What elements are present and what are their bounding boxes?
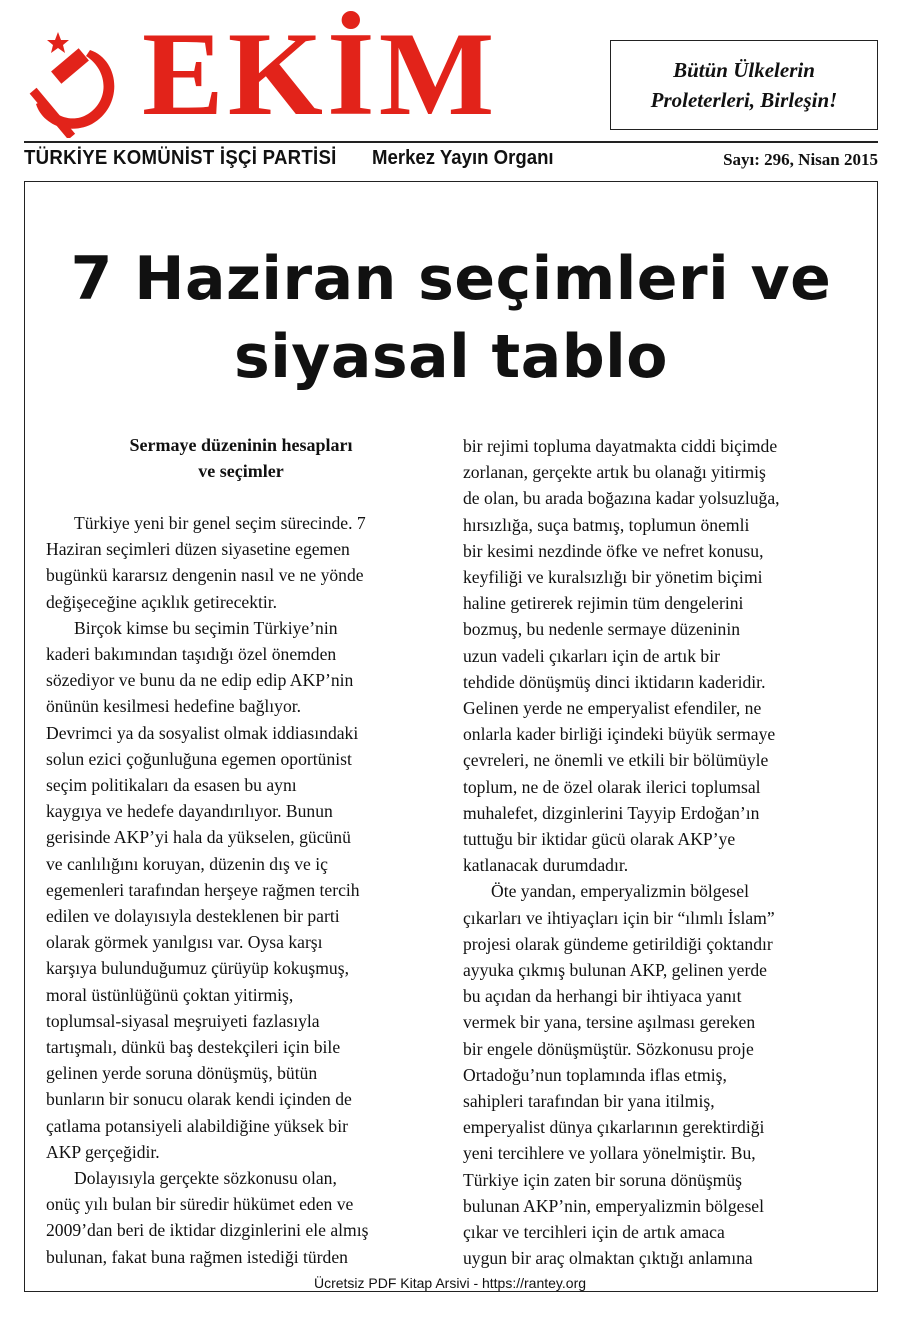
text-line: egemenleri tarafından herşeye rağmen tercih (46, 879, 360, 900)
masthead-title: EKİM (142, 7, 499, 140)
masthead-rule (24, 141, 878, 143)
text-line: projesi olarak gündeme getirildiği çoktandır (463, 933, 773, 954)
text-line: kaygıya ve hedefe dayandırılıyor. Bunun (46, 801, 333, 822)
text-line: seçim politikaları da esasen bu aynı (46, 775, 297, 796)
text-line: bir engele dönüşmüştür. Sözkonusu proje (463, 1038, 754, 1059)
text-line: AKP gerçeğidir. (46, 1141, 160, 1162)
subhead-line-1: Sermaye düzeninin hesapları (129, 435, 353, 455)
subhead-line-2: ve seçimler (198, 461, 284, 481)
text-line: yeni tercihlere ve yollara yönelmiştir. Bu, (463, 1143, 756, 1164)
text-line: gerisinde AKP’yi hala da yükselen, gücünü (46, 827, 351, 848)
text-line: tehdide dönüşmüş dinci iktidarın kaderidir. (463, 671, 766, 692)
text-line: çevreleri, ne önemli ve etkili bir bölümüyle (463, 750, 769, 771)
text-line: Türkiye yeni bir genel seçim sürecinde. 7 (74, 513, 366, 533)
text-line: 2009’dan beri de iktidar dizginlerini ele almış (46, 1220, 369, 1241)
text-line: hırsızlığa, suça batmış, toplumun önemli (463, 514, 750, 535)
party-name: TÜRKİYE KOMÜNİST İŞÇİ PARTİSİ (24, 147, 337, 169)
text-line: çatlama potansiyeli alabildiğine yüksek bir (46, 1115, 348, 1136)
text-line: Öte yandan, emperyalizmin bölgesel (491, 881, 749, 902)
text-line: edilen ve dolayısıyla desteklenen bir parti (46, 906, 340, 927)
text-line: bugünkü kararsız dengenin nasıl ve ne yönde (46, 565, 364, 586)
text-line: önünün kesilmesi hedefine bağlıyor. (46, 696, 302, 717)
headline-line-2: siyasal tablo (234, 322, 668, 392)
text-line: karşıya bulunduğumuz çürüyüp kokuşmuş, (46, 958, 349, 979)
text-line: katlanacak durumdadır. (463, 855, 629, 876)
text-line: keyfiliği ve kuralsızlığı bir yönetim biçimi (463, 567, 763, 588)
text-line: bunların bir sonucu olarak kendi içinden de (46, 1089, 352, 1110)
text-line: değişeceğine açıklık getirecektir. (46, 591, 278, 612)
issue-info: Sayı: 296, Nisan 2015 (723, 150, 878, 169)
text-line: toplumsal-siyasal meşruiyeti fazlasıyla (46, 1010, 320, 1031)
left-column (46, 432, 436, 1270)
text-line: Birçok kimse bu seçimin Türkiye’nin (74, 617, 338, 638)
text-line: bu açıdan da herhangi bir ihtiyaca yanıt (463, 986, 742, 1007)
text-line: onlarla kader birliği içindeki büyük sermaye (463, 724, 776, 745)
text-line: haline getirerek rejimin tüm dengelerini (463, 593, 744, 614)
text-line: moral üstünlüğünü çoktan yitirmiş, (46, 984, 294, 1005)
text-line: bulunan AKP’nin, emperyalizmin bölgesel (463, 1195, 764, 1216)
slogan-line-1: Bütün Ülkelerin (673, 58, 815, 82)
text-line: bir kesimi nezdinde öfke ve nefret konusu, (463, 540, 764, 561)
footer-credit: Ücretsiz PDF Kitap Arsivi - https://rantey.org (313, 1275, 587, 1291)
text-line: tartışmalı, dünkü baş destekçileri için bile (46, 1037, 341, 1058)
text-line: onüç yılı bulan bir süredir hükümet eden ve (46, 1194, 354, 1215)
text-line: emperyalist dünya çıkarlarının gerektirdiği (463, 1117, 765, 1138)
left-column-text (46, 510, 436, 1270)
text-line: gelinen yerde soruna dönüşmüş, bütün (46, 1063, 318, 1084)
text-line: tuttuğu bir iktidar gücü olarak AKP’ye (463, 829, 736, 850)
right-column (463, 433, 863, 1272)
article-headline (24, 240, 878, 396)
text-line: bir rejimi topluma dayatmakta ciddi biçimde (463, 436, 778, 456)
slogan-line-2: Proleterleri, Birleşin! (650, 88, 838, 112)
text-line: çıkar ve tercihleri için de artık amaca (463, 1222, 725, 1243)
text-line: Dolayısıyla gerçekte sözkonusu olan, (74, 1168, 337, 1189)
text-line: muhalefet, dizginlerini Tayyip Erdoğan’ın (463, 802, 760, 823)
text-line: ve canlılığını koruyan, düzenin dış ve iç (46, 853, 328, 874)
text-line: Haziran seçimleri düzen siyasetine egemen (46, 539, 350, 560)
hammer-and-sickle-icon (28, 28, 128, 138)
right-column-text (463, 433, 863, 1272)
text-line: solun ezici çoğunluğuna egemen oportünist (46, 748, 352, 769)
text-line: uygun bir araç olmaktan çıktığı anlamına (463, 1248, 753, 1269)
text-line: uzun vadeli çıkarları için de artık bir (463, 645, 720, 666)
text-line: ayyuka çıkmış bulunan AKP, gelinen yerde (463, 960, 767, 981)
text-line: çıkarları ve ihtiyaçları için bir “ılımlı İslam” (463, 907, 775, 928)
text-line: toplum, ne de özel olarak ilerici toplumsal (463, 776, 761, 797)
text-line: vermek bir yana, tersine aşılması gereken (463, 1012, 756, 1033)
section-subhead (46, 432, 436, 484)
text-line: bozmuş, bu nedenle sermaye düzeninin (463, 619, 741, 640)
slogan-box (610, 40, 878, 130)
publication-organ: Merkez Yayın Organı (372, 147, 554, 169)
text-line: Türkiye için zaten bir soruna dönüşmüş (463, 1169, 742, 1190)
headline-line-1: 7 Haziran seçimleri ve (70, 244, 832, 314)
text-line: sahipleri tarafından bir yana itilmiş, (463, 1091, 715, 1112)
text-line: kaderi bakımından taşıdığı özel önemden (46, 644, 337, 665)
text-line: bulunan, fakat buna rağmen istediği türden (46, 1246, 348, 1267)
text-line: Devrimci ya da sosyalist olmak iddiasındaki (46, 722, 359, 743)
text-line: de olan, bu arada boğazına kadar yolsuzluğa, (463, 488, 780, 509)
text-line: Ortadoğu’nun toplamında iflas etmiş, (463, 1064, 727, 1085)
text-line: sözediyor ve bunu da ne edip edip AKP’nin (46, 670, 354, 691)
text-line: olarak görmek yanılgısı var. Oysa karşı (46, 932, 323, 953)
text-line: zorlanan, gerçekte artık bu olanağı yitirmiş (463, 462, 766, 483)
text-line: Gelinen yerde ne emperyalist efendiler, ne (463, 698, 762, 719)
